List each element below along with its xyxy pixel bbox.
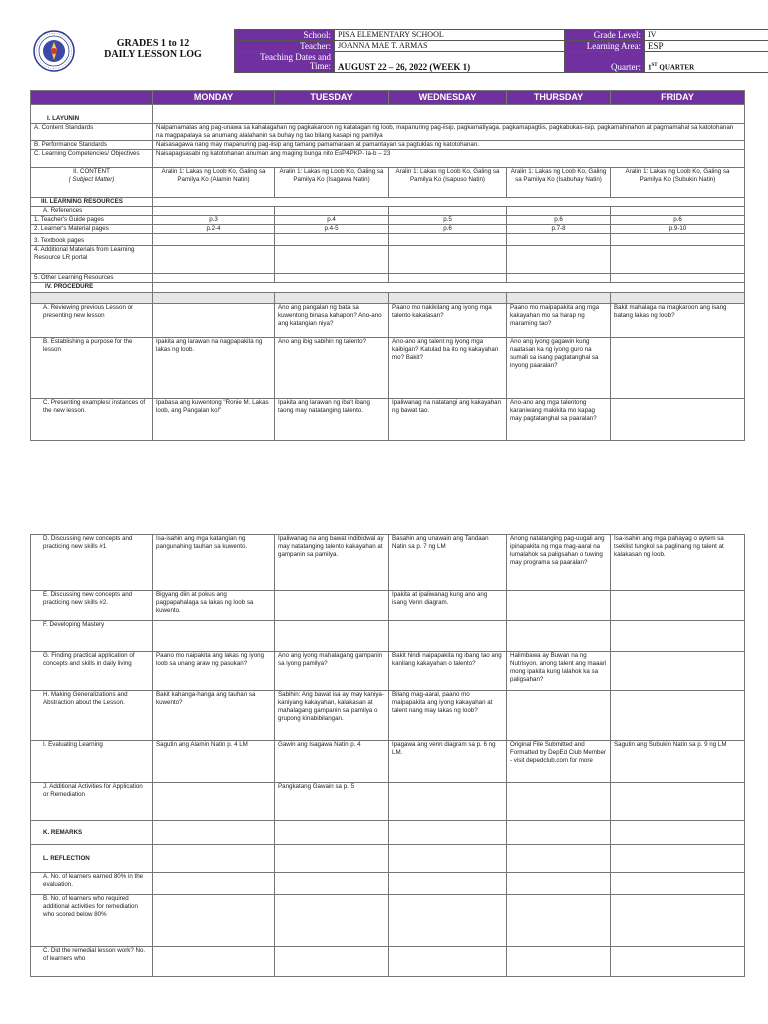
- presenting-label: C. Presenting examples/ instances of the new lesson.: [31, 399, 153, 441]
- evaluating-row: [31, 741, 745, 783]
- day-monday: MONDAY: [153, 91, 275, 105]
- pg-wednesday: Bakit hindi naipapakita ng ibang tao ang kanilang kakayahan o talento?: [389, 652, 507, 691]
- title-line-2: DAILY LESSON LOG: [104, 49, 202, 60]
- references-row: [31, 207, 745, 216]
- generalization-label: H. Making Generalizations and Abstraction about the Lesson.: [31, 691, 153, 741]
- content-label-main: II. CONTENT: [73, 168, 110, 175]
- pd-thursday: Anong natatanging pag-uugali ang ipinapakita ng mga mag-aaral na lumalahok sa paligsahan o tuwing may programa sa paaralan?: [507, 535, 611, 591]
- pa-monday: [153, 304, 275, 338]
- grade-level-label: Grade Level:: [565, 30, 645, 41]
- resources-blank: [153, 198, 745, 207]
- pb-tuesday: Ano ang ibig sabihin ng talento?: [275, 338, 389, 399]
- procedure-blank: [153, 283, 745, 293]
- corner-cell: [31, 91, 153, 105]
- learning-area-value: ESP: [645, 41, 768, 52]
- pi-friday: Sagutin ang Subukin Natin sa p. 9 ng LM: [611, 741, 745, 783]
- teacher-label: Teacher:: [235, 41, 335, 52]
- competencies-label: C. Learning Competencies/ Objectives: [31, 150, 153, 168]
- evaluating-label: I. Evaluating Learning: [31, 741, 153, 783]
- quarter-value: [645, 52, 768, 73]
- pc-wednesday: Ipaliwanag na natatangi ang kakayahan ng bawat tao.: [389, 399, 507, 441]
- mastery-row: [31, 621, 745, 652]
- other-resources-label: 5. Other Learning Resources: [31, 274, 153, 283]
- layunin-row: [31, 105, 745, 124]
- pi-wednesday: Ipagawa ang venn diagram sa p. 6 ng LM.: [389, 741, 507, 783]
- page-1: [0, 0, 768, 462]
- content-wednesday: Aralin 1: Lakas ng Loob Ko, Galing sa Pamilya Ko (Isapuso Natin): [389, 168, 507, 198]
- ph-friday: [611, 691, 745, 741]
- teachers-guide-row: [31, 216, 745, 225]
- additional-activities-row: [31, 783, 745, 821]
- competencies-text: Naisapagsasabi ng katotohanan anuman ang maging bunga nito EsP4PKP- Ia-b – 23: [153, 150, 745, 168]
- grade-level-value: IV: [645, 30, 768, 41]
- content-row: [31, 168, 745, 198]
- generalization-row: [31, 691, 745, 741]
- discussing-2-row: [31, 591, 745, 621]
- pj-friday: [611, 783, 745, 821]
- pa-thursday: Paano mo maipapakita ang mga kakayahan mo sa harap ng maraming tao?: [507, 304, 611, 338]
- ph-monday: Bakit kahanga-hanga ang tauhan sa kuwento?: [153, 691, 275, 741]
- ph-thursday: [507, 691, 611, 741]
- pd-monday: Isa-isahin ang mga katangian ng pangunahing tauhan sa kuwento.: [153, 535, 275, 591]
- reviewing-row: [31, 304, 745, 338]
- pc-monday: Ipabasa ang kuwentong "Ronie M. Lakas loob, ang Pangalan ko!": [153, 399, 275, 441]
- pj-monday: [153, 783, 275, 821]
- pb-friday: [611, 338, 745, 399]
- pj-wednesday: [389, 783, 507, 821]
- learners-material-row: [31, 225, 745, 234]
- learners-material-label: 2. Learner's Material pages: [31, 225, 153, 234]
- quarter-suffix: ST: [651, 62, 658, 68]
- pj-tuesday: Pangkatang Gawain sa p. 5: [275, 783, 389, 821]
- day-tuesday: TUESDAY: [275, 91, 389, 105]
- content-thursday: Aralin 1: Lakas ng Loob Ko, Galing sa Pamilya Ko (Isabuhay Natin): [507, 168, 611, 198]
- pa-tuesday: Ano ang pangalan ng bata sa kuwentong binasa kahapon? Ano-ano ang katangian niya?: [275, 304, 389, 338]
- quarter-label: Quarter:: [565, 52, 645, 73]
- pg-thursday: Halimbawa ay Buwan na ng Nutrisyon, anong talent ang maaari mong ipakita kung lalahok ka sa paligsahan?: [507, 652, 611, 691]
- performance-standards-label: B. Performance Standards: [31, 141, 153, 150]
- tg-tuesday: p.4: [275, 216, 389, 225]
- additional-materials-label: 4. Additional Materials from Learning Resource LR portal: [31, 246, 153, 274]
- header-info-table: [234, 29, 768, 73]
- lm-friday: p.9-10: [611, 225, 745, 234]
- days-header-row: [31, 91, 745, 105]
- quarter-number: 1: [648, 63, 652, 71]
- presenting-row: [31, 399, 745, 441]
- layunin-blank: [153, 105, 745, 124]
- pa-friday: Bakit mahalaga na magkaroon ang isang batang lakas ng loob?: [611, 304, 745, 338]
- content-label-sub: ( Subject Matter): [68, 176, 115, 183]
- reflection-label: L. REFLECTION: [31, 845, 153, 873]
- teaching-dates-label-2: Time:: [309, 61, 331, 71]
- reflection-row: [31, 845, 745, 873]
- content-friday: Aralin 1: Lakas ng Loob Ko, Galing sa Pamilya Ko (Subukin Natin): [611, 168, 745, 198]
- pe-friday: [611, 591, 745, 621]
- pe-tuesday: [275, 591, 389, 621]
- teachers-guide-label: 1. Teacher's Guide pages: [31, 216, 153, 225]
- pc-tuesday: Ipakita ang larawan ng iba't ibang taong may natatanging talento.: [275, 399, 389, 441]
- day-thursday: THURSDAY: [507, 91, 611, 105]
- procedure-spacer-row: [31, 293, 745, 304]
- dll-header: [30, 29, 744, 75]
- textbook-row: [31, 234, 745, 246]
- quarter-word: QUARTER: [657, 63, 695, 71]
- mastery-label: F. Developing Mastery: [31, 621, 153, 652]
- remediation-row: [31, 895, 745, 947]
- competencies-row: [31, 150, 745, 168]
- learning-area-label: Learning Area:: [565, 41, 645, 52]
- pi-thursday: Original File Submitted and Formatted by DepEd Club Member - visit depedclub.com for more: [507, 741, 611, 783]
- other-resources-row: [31, 274, 745, 283]
- lm-tuesday: p.4-5: [275, 225, 389, 234]
- pe-monday: Bigyang diin at pokus ang pagpapahalaga sa lakas ng loob sa kuwento.: [153, 591, 275, 621]
- dll-title: [80, 38, 226, 60]
- procedure-row: [31, 283, 745, 293]
- content-standards-text: Naipamamalas ang pag-unawa sa kahalagahan ng pagkakaroon ng katatagan ng loob, mapanuring pag-iisip, pagkamatiyaga, pagkamapagtiis, pagkabukas-isip, pagkamahinahon at pagmamahal sa katotohanan na magpapalaya sa anumang alalahanin sa buhay ng tao bilang kasapi ng pamilya: [153, 124, 745, 141]
- tg-friday: p.6: [611, 216, 745, 225]
- content-label: [31, 168, 153, 198]
- remedial-work-label: C. Did the remedial lesson work? No. of learners who: [31, 947, 153, 977]
- lm-thursday: p.7-8: [507, 225, 611, 234]
- pj-thursday: [507, 783, 611, 821]
- pb-thursday: Ano ang iyong gagawin kung naatasan ka ng iyong guro na sumali sa isang pagtatanghal sa inyong paaralan?: [507, 338, 611, 399]
- pd-wednesday: Basahin ang unawain ang Tandaan Natin sa p. 7 ng LM: [389, 535, 507, 591]
- day-friday: FRIDAY: [611, 91, 745, 105]
- pe-wednesday: Ipakita at ipaliwanag kung ano ang isang Venn diagram.: [389, 591, 507, 621]
- teaching-dates-value: AUGUST 22 – 26, 2022 (WEEK 1): [335, 52, 565, 73]
- layunin-label: I. LAYUNIN: [31, 105, 153, 124]
- references-label: A. References: [31, 207, 153, 216]
- pd-friday: Isa-isahin ang mga pahayag o aytem sa tseklist tungkol sa paglinang ng talent at kalakasan ng loob.: [611, 535, 745, 591]
- pc-thursday: Ano-ano ang mga talentong karaniwang makikita mo kapag may pagtatanghal sa paaralan?: [507, 399, 611, 441]
- application-label: G. Finding practical application of concepts and skills in daily living: [31, 652, 153, 691]
- additional-materials-row: [31, 246, 745, 274]
- tg-monday: p.3: [153, 216, 275, 225]
- pb-monday: Ipakita ang larawan na nagpapakita ng lakas ng loob.: [153, 338, 275, 399]
- purpose-label: B. Establishing a purpose for the lesson: [31, 338, 153, 399]
- performance-standards-text: Naisasagawa nang may mapanuring pag-iisip ang tamang pamamaraan at pamantayan sa pagtuklas ng katotohanan.: [153, 141, 745, 150]
- teaching-dates-label: [235, 52, 335, 73]
- pc-friday: [611, 399, 745, 441]
- pi-tuesday: Gawin ang Isagawa Natin p. 4: [275, 741, 389, 783]
- day-wednesday: WEDNESDAY: [389, 91, 507, 105]
- learners-80-row: [31, 873, 745, 895]
- lesson-grid-page-1: [30, 90, 745, 441]
- discussing-2-label: E. Discussing new concepts and practicing new skills #2.: [31, 591, 153, 621]
- tg-thursday: p.6: [507, 216, 611, 225]
- page-2: [0, 534, 768, 1024]
- pd-tuesday: Ipaliwanag na ang bawat indibidwal ay may natatanging talento kakayahan at gampanin sa pamilya.: [275, 535, 389, 591]
- application-row: [31, 652, 745, 691]
- pg-monday: Paano mo naipakita ang lakas ng iyong loob sa unang araw ng pasukan?: [153, 652, 275, 691]
- remedial-work-row: [31, 947, 745, 977]
- lesson-grid-page-2: [30, 534, 745, 977]
- content-standards-label: A. Content Standards: [31, 124, 153, 141]
- pa-wednesday: Paano mo nakikilang ang iyong mga talento kakalasan?: [389, 304, 507, 338]
- pe-thursday: [507, 591, 611, 621]
- school-value: PISA ELEMENTARY SCHOOL: [335, 30, 565, 41]
- pi-monday: Sagutin ang Alamin Natin p. 4 LM: [153, 741, 275, 783]
- additional-activities-label: J. Additional Activities for Application or Remediation: [31, 783, 153, 821]
- pb-wednesday: Ano-ano ang talent ng iyong mga kaibigan? Katulad ba ito ng kakayahan mo? Bakit?: [389, 338, 507, 399]
- remarks-row: [31, 821, 745, 845]
- title-line-1: GRADES 1 to 12: [116, 38, 190, 49]
- school-label: School:: [235, 30, 335, 41]
- content-monday: Aralin 1: Lakas ng Loob Ko, Galing sa Pamilya Ko (Alamin Natin): [153, 168, 275, 198]
- lm-monday: p.2-4: [153, 225, 275, 234]
- pg-tuesday: Ano ang iyong mahalagang gampanin sa iyong pamilya?: [275, 652, 389, 691]
- discussing-1-label: D. Discussing new concepts and practicing new skills #1: [31, 535, 153, 591]
- lm-wednesday: p.6: [389, 225, 507, 234]
- performance-standards-row: [31, 141, 745, 150]
- learners-80-label: A. No. of learners earned 80% in the evaluation.: [31, 873, 153, 895]
- textbook-label: 3. Textbook pages: [31, 234, 153, 246]
- deped-seal-icon: [33, 30, 75, 72]
- discussing-1-row: [31, 535, 745, 591]
- ph-tuesday: Sabihin: Ang bawat isa ay may kaniya-kaniyang kakayahan, kalakasan at mahalagang gampanin sa pamilya o grupong kinabibilangan.: [275, 691, 389, 741]
- purpose-row: [31, 338, 745, 399]
- remarks-label: K. REMARKS: [31, 821, 153, 845]
- reviewing-label: A. Reviewing previous Lesson or presenting new lesson: [31, 304, 153, 338]
- teacher-value: JOANNA MAE T. ARMAS: [335, 41, 565, 52]
- teaching-dates-label-1: Teaching Dates and: [260, 52, 331, 62]
- ph-wednesday: Bilang mag-aaral, paano mo maipapakita ang iyong kakayahan at talent nang may lakas ng loob?: [389, 691, 507, 741]
- resources-row: [31, 198, 745, 207]
- pg-friday: [611, 652, 745, 691]
- remediation-label: B. No. of learners who required additional activities for remediation who scored below 80%: [31, 895, 153, 947]
- content-tuesday: Aralin 1: Lakas ng Loob Ko, Galing sa Pamilya Ko (Isagawa Natin): [275, 168, 389, 198]
- resources-label: III. LEARNING RESOURCES: [31, 198, 153, 207]
- content-standards-row: [31, 124, 745, 141]
- tg-wednesday: p.5: [389, 216, 507, 225]
- procedure-label: IV. PROCEDURE: [31, 283, 153, 293]
